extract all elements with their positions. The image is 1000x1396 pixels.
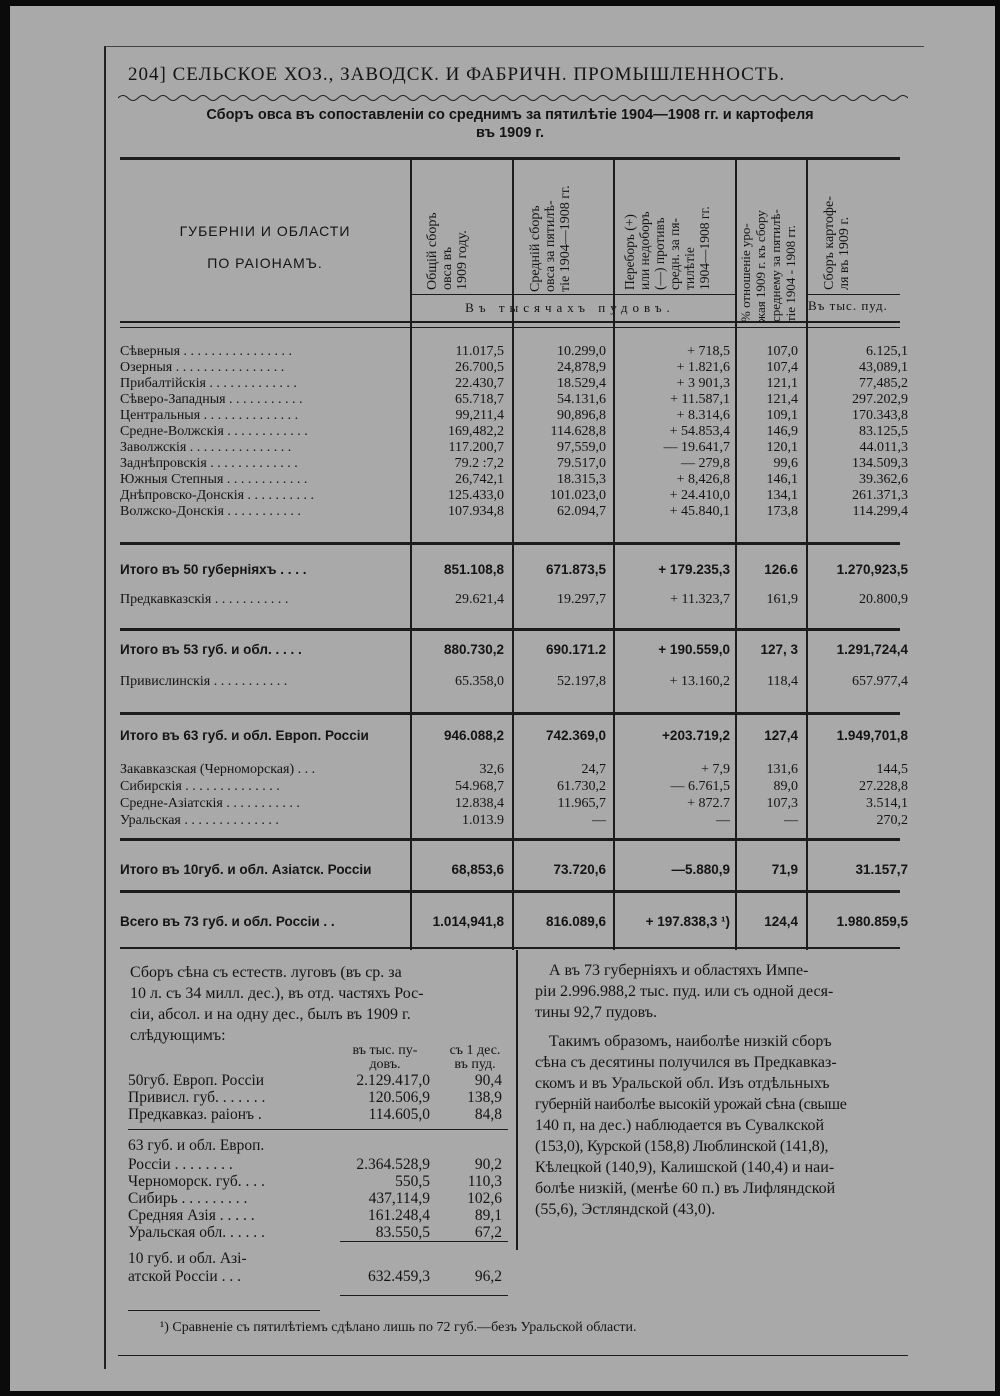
right-line-3: тины 92,7 пудовъ.	[535, 1004, 657, 1021]
hay-head-abs	[330, 1044, 440, 1072]
cell-c1: 107.934,8	[448, 504, 504, 519]
cell-c2: 690.171.2	[545, 642, 606, 657]
cell-c2: 24,878,9	[557, 360, 606, 375]
cell-c5: 44.011,3	[859, 440, 908, 455]
col3-header	[622, 206, 712, 290]
cell-c3: + 197.838,3 ¹)	[645, 914, 730, 929]
cell-c2: 10.299,0	[557, 344, 606, 359]
row-name: Сѣверо-Западныя . . . . . . . . . . .	[120, 392, 303, 407]
cell-c4: 161,9	[766, 592, 798, 607]
cell-c2: 52.197,8	[557, 674, 606, 689]
cell-c4: 118,4	[767, 674, 798, 689]
cell-c3: + 24.410,0	[669, 488, 730, 503]
col1-header	[425, 212, 470, 290]
col5-header-line-2: ля въ 1909 г.	[837, 216, 852, 290]
cell-c2: 73.720,6	[553, 862, 606, 877]
cell-c5: 270,2	[876, 813, 908, 828]
row-name: Предкавказскія . . . . . . . . . . .	[120, 592, 289, 607]
col2-header-line-2: овса за пятилѣ-	[543, 200, 558, 292]
caption-line-1: Сборъ овса въ сопоставленіи со среднимъ за пятилѣтіе 1904—1908 гг. и картофеля	[206, 107, 814, 123]
cell-c3: + 1.821,6	[676, 360, 730, 375]
footnote-rule	[128, 1310, 320, 1311]
cell-c2: 816.089,6	[545, 914, 606, 929]
cell-c1: 946.088,2	[443, 728, 504, 743]
row-name: Итого въ 63 губ. и обл. Европ. Россіи	[120, 728, 369, 743]
rule-before-t50	[120, 542, 900, 545]
hay-row-value: 2.129.417,0	[356, 1072, 430, 1089]
cell-c5: 31.157,7	[855, 862, 908, 877]
cell-c3: + 718,5	[687, 344, 730, 359]
cell-c4: 71,9	[771, 862, 798, 877]
col4-header-line-1: % отношеніе уро-	[738, 223, 753, 322]
hay-head-abs-2: довъ.	[369, 1057, 401, 1072]
cell-c4: 89,0	[773, 779, 798, 794]
cell-c1: 32,6	[479, 762, 504, 777]
col2-header-line-3: тіе 1904—1908 гг.	[558, 185, 573, 292]
cell-c1: 12.838,4	[455, 796, 504, 811]
right-line-5: сѣна съ десятины получился въ Предкавказ-	[535, 1054, 837, 1071]
row-name: Озерныя . . . . . . . . . . . . . . . .	[120, 360, 285, 375]
cell-c5: 3.514,1	[866, 796, 908, 811]
cell-c3: + 11.587,1	[670, 392, 730, 407]
hay-head-per	[438, 1044, 512, 1072]
hay-row-name: 10 губ. и обл. Азі-	[128, 1250, 247, 1267]
cell-c3: + 13.160,2	[669, 674, 730, 689]
units-label-potato: Въ тыс. пуд.	[808, 298, 888, 313]
row-name: Сѣверныя . . . . . . . . . . . . . . . .	[120, 344, 293, 359]
hay-row-value: 161.248,4	[368, 1207, 430, 1224]
cell-c2: 671.873,5	[545, 562, 606, 577]
cell-c2: 114.628,8	[550, 424, 606, 439]
cell-c5: 27.228,8	[859, 779, 908, 794]
hay-intro-line-1: Сборъ сѣна съ естеств. луговъ (въ ср. за	[130, 964, 402, 981]
cell-c5: 1.949,701,8	[836, 728, 908, 743]
hay-rule-1	[128, 1129, 508, 1130]
cell-c4: 109,1	[766, 408, 798, 423]
footnote: ¹) Сравненіе съ пятилѣтіемъ сдѣлано лишь по 72 губ.—безъ Уральской области.	[160, 1320, 637, 1335]
cell-c3: + 872.7	[687, 796, 730, 811]
row-name: Заволжскія . . . . . . . . . . . . . . .	[120, 440, 292, 455]
col3-header-line-5: тилѣтіе	[682, 247, 697, 290]
row-name: Волжско-Донскія . . . . . . . . . . .	[120, 504, 301, 519]
cell-c3: + 54.853,4	[669, 424, 730, 439]
table-top-rule	[120, 157, 900, 160]
row-name: Закавказская (Черноморская) . . .	[120, 762, 316, 777]
cell-c2: 19.297,7	[557, 592, 606, 607]
col4-header	[738, 209, 798, 322]
cell-c3: — 6.761,5	[670, 779, 730, 794]
text-column-sep	[516, 950, 518, 1250]
cell-c3: + 190.559,0	[658, 642, 730, 657]
cell-c1: 68,853,6	[451, 862, 504, 877]
col1-header-line-1: Общій сборъ	[425, 212, 440, 290]
hay-rule-3	[340, 1295, 508, 1296]
rule-before-t63	[120, 712, 900, 715]
caption-line-2: въ 1909 г.	[475, 125, 545, 141]
cell-c4: 99,6	[773, 456, 798, 471]
col4-header-line-3: среднему за пятилѣ-	[768, 209, 783, 322]
hay-row-per-desyatina: 89,1	[474, 1207, 502, 1224]
right-line-12: (55,6), Эстляндской (43,0).	[535, 1201, 716, 1218]
hay-row-name: 50губ. Европ. Россіи	[128, 1072, 265, 1089]
cell-c5: 43,089,1	[859, 360, 908, 375]
hay-intro-line-4: слѣдующимъ:	[130, 1027, 226, 1044]
rule-before-t73	[120, 890, 900, 893]
cell-c2: 742.369,0	[545, 728, 606, 743]
hay-row-per-desyatina: 67,2	[474, 1224, 502, 1241]
hay-row-name: атской Россіи . . .	[128, 1268, 241, 1285]
cell-c1: 65.358,0	[455, 674, 504, 689]
hay-row-value: 83.550,5	[375, 1224, 430, 1241]
hay-row-per-desyatina: 110,3	[467, 1173, 502, 1190]
row-name: Всего въ 73 губ. и обл. Россіи . .	[120, 914, 335, 929]
cell-c2: 90,896,8	[557, 408, 606, 423]
cell-c3: — 279,8	[681, 456, 730, 471]
col3-header-line-2: или недоборъ	[637, 211, 652, 290]
cell-c5: 261.371,3	[852, 488, 908, 503]
cell-c1: 1.013.9	[462, 813, 504, 828]
cell-c1: 79.2 :7,2	[454, 456, 504, 471]
row-name: Центральныя . . . . . . . . . . . . . .	[120, 408, 299, 423]
right-line-9: (153,0), Курской (158,8) Люблинской (141,8),	[535, 1138, 829, 1155]
cell-c3: —	[716, 813, 730, 828]
cell-c2: 79.517,0	[557, 456, 606, 471]
cell-c5: 1.980.859,5	[836, 914, 908, 929]
right-line-6: скомъ и въ Уральской обл. Изъ отдѣльныхъ	[535, 1075, 830, 1092]
row-name: Южныя Степныя . . . . . . . . . . . .	[120, 472, 308, 487]
hay-row-per-desyatina: 96,2	[474, 1268, 502, 1285]
cell-c1: 26.700,5	[455, 360, 504, 375]
right-line-1: А въ 73 губерніяхъ и областяхъ Импе-	[549, 962, 809, 979]
hay-head-per-2: въ пуд.	[454, 1057, 496, 1072]
col-sep-5	[806, 160, 808, 950]
col5-header	[822, 196, 852, 290]
cell-c2: 18.315,3	[557, 472, 606, 487]
cell-c2: 54.131,6	[557, 392, 606, 407]
row-name: Итого въ 53 губ. и обл. . . . .	[120, 642, 302, 657]
col-sep-1	[410, 160, 412, 950]
cell-c4: 107,4	[766, 360, 798, 375]
cell-c1: 851.108,8	[443, 562, 504, 577]
region-header-line-2: ПО РАІОНАМЪ.	[207, 255, 323, 271]
hay-intro-line-3: сіи, абсол. и на одну дес., былъ въ 1909 г.	[130, 1006, 411, 1023]
right-line-7: губерній наиболѣе высокій урожай сѣна (свыше	[535, 1096, 847, 1113]
hay-intro-line-2: 10 л. съ 34 милл. дес.), въ отд. частяхъ Рос-	[130, 985, 424, 1002]
row-name: Уральская . . . . . . . . . . . . . .	[120, 813, 279, 828]
right-line-10: Кѣлецкой (140,9), Калишской (140,4) и наи-	[535, 1159, 835, 1176]
cell-c5: 297.202,9	[852, 392, 908, 407]
cell-c5: 39.362,6	[859, 472, 908, 487]
col4-header-line-4: тіе 1904 - 1908 гг.	[783, 225, 798, 322]
col-sep-4	[735, 160, 737, 950]
cell-c5: 657.977,4	[852, 674, 908, 689]
cell-c2: 62.094,7	[557, 504, 606, 519]
page-bottom-rule	[118, 1355, 908, 1356]
hay-rule-2	[340, 1241, 508, 1242]
hay-row-value: 437,114,9	[368, 1190, 430, 1207]
right-line-11: болѣе низкій, (менѣе 60 п.) въ Лифляндской	[535, 1180, 836, 1197]
hay-row-value: 2.364.528,9	[356, 1156, 430, 1173]
hay-row-name: Сибирь . . . . . . . . .	[128, 1190, 248, 1207]
cell-c3: + 8,426,8	[676, 472, 730, 487]
hay-row-per-desyatina: 84,8	[474, 1106, 502, 1123]
cell-c3: + 8.314,6	[676, 408, 730, 423]
cell-c5: 114.299,4	[852, 504, 908, 519]
cell-c1: 125.433,0	[448, 488, 504, 503]
cell-c2: 97,559,0	[557, 440, 606, 455]
row-name: Итого въ 50 губерніяхъ . . . .	[120, 562, 307, 577]
row-name: Прибалтійскія . . . . . . . . . . . . .	[120, 376, 297, 391]
right-line-8: 140 п, на дес.) наблюдается въ Сувалкской	[535, 1117, 825, 1134]
right-line-4: Такимъ образомъ, наиболѣе низкій сборъ	[549, 1033, 832, 1050]
cell-c5: 134.509,3	[852, 456, 908, 471]
header-bottom-rule-2	[120, 327, 900, 328]
cell-c4: 134,1	[766, 488, 798, 503]
cell-c4: 146,9	[766, 424, 798, 439]
cell-c1: 880.730,2	[443, 642, 504, 657]
cell-c4: 131,6	[766, 762, 798, 777]
hay-row-value: 120.506,9	[368, 1089, 430, 1106]
cell-c4: 121,4	[766, 392, 798, 407]
hay-row-per-desyatina: 138,9	[467, 1089, 502, 1106]
col3-header-line-3: (—) противъ	[652, 217, 667, 290]
cell-c5: 144,5	[876, 762, 908, 777]
cell-c4: 173,8	[766, 504, 798, 519]
cell-c1: 169,482,2	[448, 424, 504, 439]
hay-row-value: 632.459,3	[368, 1268, 430, 1285]
cell-c1: 99,211,4	[455, 408, 504, 423]
col3-header-line-4: средн. за пя-	[667, 217, 682, 290]
col-sep-3	[613, 160, 615, 950]
cell-c2: 24,7	[581, 762, 606, 777]
region-header-line-1: ГУБЕРНІИ И ОБЛАСТИ	[179, 223, 351, 239]
rule-before-t53	[120, 628, 900, 631]
row-name: Заднѣпровскія . . . . . . . . . . . . .	[120, 456, 298, 471]
cell-c2: 61.730,2	[557, 779, 606, 794]
cell-c5: 1.291,724,4	[836, 642, 908, 657]
units-label: Въ тысячахъ пудовъ.	[465, 300, 675, 315]
wavy-rule	[118, 93, 908, 103]
cell-c3: —5.880,9	[671, 862, 730, 877]
row-name: Привислинскія . . . . . . . . . . .	[120, 674, 288, 689]
units-rule	[410, 294, 735, 295]
col1-header-line-2: овса въ	[440, 246, 455, 290]
cell-c3: + 11.323,7	[670, 592, 730, 607]
rule-before-t10	[120, 838, 900, 841]
hay-row-value: 114.605,0	[368, 1106, 430, 1123]
cell-c5: 6.125,1	[866, 344, 908, 359]
hay-row-per-desyatina: 102,6	[467, 1190, 502, 1207]
hay-intro	[130, 962, 515, 1046]
cell-c3: + 179.235,3	[658, 562, 730, 577]
right-line-2: ріи 2.996.988,2 тыс. пуд. или съ одной деся-	[535, 983, 834, 1000]
cell-c4: 124,4	[764, 914, 798, 929]
hay-row-value: 550,5	[395, 1173, 430, 1190]
cell-c4: 127, 3	[760, 642, 798, 657]
cell-c4: 146,1	[766, 472, 798, 487]
hay-row-name: Россіи . . . . . . . .	[128, 1156, 233, 1173]
hay-row-name: Привисл. губ. . . . . . .	[128, 1089, 266, 1106]
cell-c3: — 19.641,7	[663, 440, 730, 455]
cell-c3: + 3 901,3	[676, 376, 730, 391]
hay-row-per-desyatina: 90,4	[474, 1072, 502, 1089]
page-header: 204] СЕЛЬСКОЕ ХОЗ., ЗАВОДСК. И ФАБРИЧН. ПРОМЫШЛЕННОСТЬ.	[128, 64, 786, 85]
cell-c3: +203.719,2	[662, 728, 730, 743]
cell-c2: 101.023,0	[550, 488, 606, 503]
table-bottom-rule	[120, 947, 900, 949]
hay-row-name: 63 губ. и обл. Европ.	[128, 1137, 265, 1154]
cell-c1: 65.718,7	[455, 392, 504, 407]
row-name: Сибирскія . . . . . . . . . . . . . .	[120, 779, 280, 794]
cell-c5: 1.270,923,5	[836, 562, 908, 577]
col5-header-line-1: Сборъ картофе-	[822, 196, 837, 290]
hay-row-name: Средняя Азія . . . . .	[128, 1207, 255, 1224]
cell-c4: 107,3	[766, 796, 798, 811]
units-rule-potato	[808, 294, 900, 295]
hay-head-abs-1: въ тыс. пу-	[352, 1043, 418, 1058]
row-name: Средне-Волжскія . . . . . . . . . . . .	[120, 424, 308, 439]
cell-c1: 54.968,7	[455, 779, 504, 794]
cell-c2: 11.965,7	[557, 796, 606, 811]
col4-header-line-2: жая 1909 г. къ сбору	[753, 210, 768, 322]
cell-c1: 117.200,7	[448, 440, 504, 455]
cell-c2: —	[592, 813, 606, 828]
cell-c1: 22.430,7	[455, 376, 504, 391]
region-column-header	[125, 215, 405, 279]
cell-c5: 20.800,9	[859, 592, 908, 607]
cell-c4: —	[784, 813, 798, 828]
right-paragraph	[535, 960, 910, 1220]
cell-c4: 127,4	[764, 728, 798, 743]
hay-row-name: Предкавказ. раіонъ .	[128, 1106, 262, 1123]
cell-c2: 18.529,4	[557, 376, 606, 391]
row-name: Днѣпровско-Донскія . . . . . . . . . .	[120, 488, 315, 503]
hay-row-name: Уральская обл. . . . . .	[128, 1224, 265, 1241]
cell-c1: 29.621,4	[455, 592, 504, 607]
row-name: Средне-Азіатскія . . . . . . . . . . .	[120, 796, 300, 811]
hay-head-per-1: съ 1 дес.	[449, 1043, 501, 1058]
col3-header-line-1: Переборъ (+)	[622, 214, 637, 290]
row-name: Итого въ 10губ. и обл. Азіатск. Россіи	[120, 862, 372, 877]
col2-header-line-1: Средній сборъ	[528, 205, 543, 292]
col2-header	[528, 185, 573, 292]
table-caption	[130, 106, 890, 142]
cell-c4: 121,1	[766, 376, 798, 391]
cell-c4: 120,1	[766, 440, 798, 455]
cell-c5: 83.125,5	[859, 424, 908, 439]
hay-row-name: Черноморск. губ. . . .	[128, 1173, 265, 1190]
cell-c3: + 45.840,1	[669, 504, 730, 519]
cell-c3: + 7,9	[701, 762, 730, 777]
cell-c1: 11.017,5	[455, 344, 504, 359]
col1-header-line-3: 1909 году.	[455, 230, 470, 290]
cell-c5: 170.343,8	[852, 408, 908, 423]
col3-header-line-6: 1904—1908 гг.	[697, 206, 712, 290]
cell-c4: 126.6	[764, 562, 798, 577]
cell-c1: 26,742,1	[455, 472, 504, 487]
cell-c4: 107,0	[766, 344, 798, 359]
cell-c5: 77,485,2	[859, 376, 908, 391]
cell-c1: 1.014,941,8	[432, 914, 504, 929]
col-sep-2	[512, 160, 514, 950]
hay-row-per-desyatina: 90,2	[474, 1156, 502, 1173]
